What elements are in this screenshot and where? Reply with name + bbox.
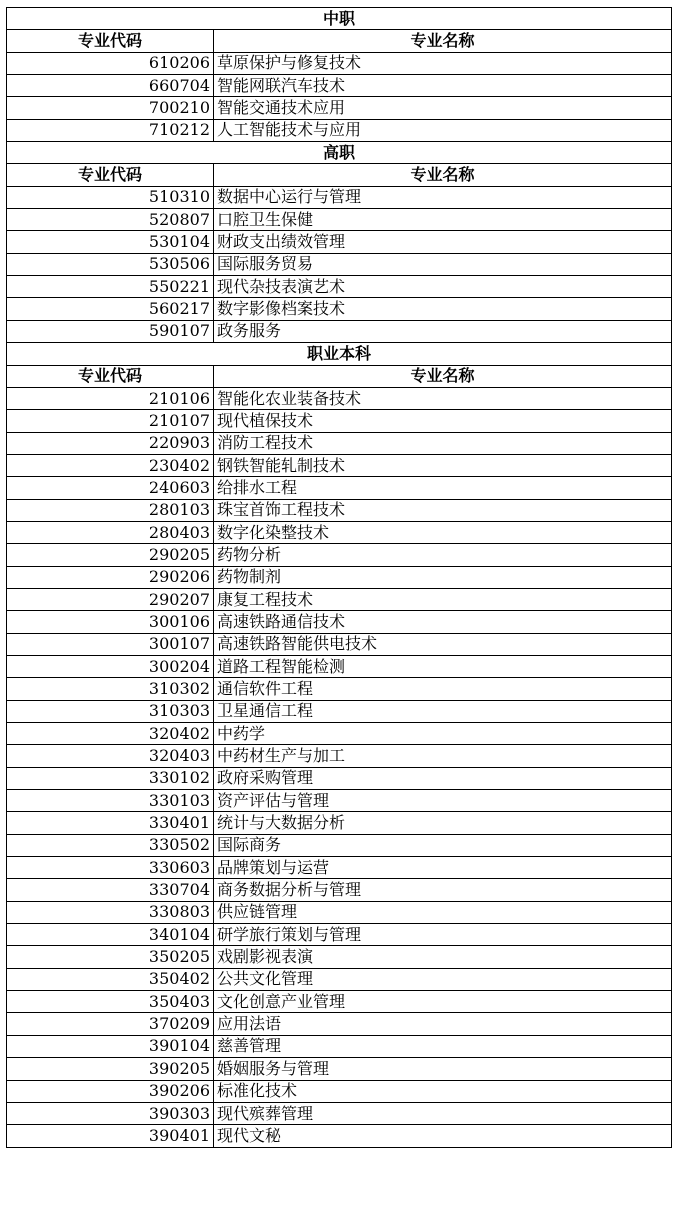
table-row bbox=[7, 75, 672, 97]
major-code-cell: 290207 bbox=[7, 588, 214, 610]
major-name-cell: 康复工程技术 bbox=[214, 588, 672, 610]
major-name-cell: 钢铁智能轧制技术 bbox=[214, 454, 672, 476]
major-code-cell: 330704 bbox=[7, 879, 214, 901]
major-code-cell: 390205 bbox=[7, 1058, 214, 1080]
major-name-cell: 品牌策划与运营 bbox=[214, 857, 672, 879]
table-row bbox=[7, 611, 672, 633]
major-name-cell: 慈善管理 bbox=[214, 1035, 672, 1057]
major-name-cell: 标准化技术 bbox=[214, 1080, 672, 1102]
major-code-cell: 700210 bbox=[7, 97, 214, 119]
major-name-cell: 商务数据分析与管理 bbox=[214, 879, 672, 901]
table-row bbox=[7, 767, 672, 789]
major-name-cell: 中药材生产与加工 bbox=[214, 745, 672, 767]
major-code-cell: 330502 bbox=[7, 834, 214, 856]
table-row bbox=[7, 700, 672, 722]
major-name-cell: 给排水工程 bbox=[214, 477, 672, 499]
major-name-cell: 药物制剂 bbox=[214, 566, 672, 588]
table-row bbox=[7, 857, 672, 879]
major-name-cell: 珠宝首饰工程技术 bbox=[214, 499, 672, 521]
table-row bbox=[7, 745, 672, 767]
table-row bbox=[7, 320, 672, 342]
header-major-code: 专业代码 bbox=[7, 164, 214, 186]
major-name-cell: 现代殡葬管理 bbox=[214, 1102, 672, 1124]
major-name-cell: 政府采购管理 bbox=[214, 767, 672, 789]
header-major-name: 专业名称 bbox=[214, 164, 672, 186]
table-row bbox=[7, 968, 672, 990]
major-code-cell: 300107 bbox=[7, 633, 214, 655]
major-code-cell: 330103 bbox=[7, 790, 214, 812]
table-row bbox=[7, 119, 672, 141]
table-row bbox=[7, 991, 672, 1013]
major-code-cell: 390303 bbox=[7, 1102, 214, 1124]
major-code-cell: 230402 bbox=[7, 454, 214, 476]
table-row bbox=[7, 1125, 672, 1147]
major-name-cell: 卫星通信工程 bbox=[214, 700, 672, 722]
major-name-cell: 供应链管理 bbox=[214, 901, 672, 923]
table-row bbox=[7, 1102, 672, 1124]
major-name-cell: 高速铁路通信技术 bbox=[214, 611, 672, 633]
major-name-cell: 应用法语 bbox=[214, 1013, 672, 1035]
major-code-cell: 330603 bbox=[7, 857, 214, 879]
header-major-name: 专业名称 bbox=[214, 30, 672, 52]
table-row bbox=[7, 901, 672, 923]
major-code-cell: 370209 bbox=[7, 1013, 214, 1035]
major-code-cell: 300204 bbox=[7, 655, 214, 677]
major-code-cell: 520807 bbox=[7, 209, 214, 231]
major-code-cell: 320403 bbox=[7, 745, 214, 767]
major-name-cell: 消防工程技术 bbox=[214, 432, 672, 454]
major-name-cell: 国际服务贸易 bbox=[214, 253, 672, 275]
major-name-cell: 数字化染整技术 bbox=[214, 521, 672, 543]
table-row bbox=[7, 588, 672, 610]
major-name-cell: 婚姻服务与管理 bbox=[214, 1058, 672, 1080]
major-code-cell: 220903 bbox=[7, 432, 214, 454]
column-header-row bbox=[7, 365, 672, 387]
table-row bbox=[7, 521, 672, 543]
major-code-cell: 390206 bbox=[7, 1080, 214, 1102]
major-code-cell: 530104 bbox=[7, 231, 214, 253]
table-row bbox=[7, 432, 672, 454]
major-code-cell: 340104 bbox=[7, 924, 214, 946]
table-row bbox=[7, 454, 672, 476]
major-code-cell: 210107 bbox=[7, 410, 214, 432]
major-code-cell: 710212 bbox=[7, 119, 214, 141]
table-row bbox=[7, 678, 672, 700]
major-code-cell: 560217 bbox=[7, 298, 214, 320]
major-name-cell: 智能交通技术应用 bbox=[214, 97, 672, 119]
major-name-cell: 政务服务 bbox=[214, 320, 672, 342]
table-row bbox=[7, 186, 672, 208]
majors-table-body bbox=[7, 8, 672, 1148]
section-title-row bbox=[7, 142, 672, 164]
major-code-cell: 330401 bbox=[7, 812, 214, 834]
column-header-row bbox=[7, 164, 672, 186]
table-row bbox=[7, 655, 672, 677]
major-code-cell: 350403 bbox=[7, 991, 214, 1013]
table-row bbox=[7, 231, 672, 253]
table-row bbox=[7, 276, 672, 298]
table-row bbox=[7, 253, 672, 275]
major-name-cell: 公共文化管理 bbox=[214, 968, 672, 990]
table-row bbox=[7, 566, 672, 588]
table-row bbox=[7, 97, 672, 119]
major-code-cell: 510310 bbox=[7, 186, 214, 208]
table-row bbox=[7, 477, 672, 499]
table-row bbox=[7, 544, 672, 566]
major-code-cell: 330102 bbox=[7, 767, 214, 789]
major-name-cell: 现代杂技表演艺术 bbox=[214, 276, 672, 298]
major-code-cell: 530506 bbox=[7, 253, 214, 275]
major-code-cell: 350402 bbox=[7, 968, 214, 990]
major-code-cell: 350205 bbox=[7, 946, 214, 968]
table-row bbox=[7, 209, 672, 231]
table-row bbox=[7, 924, 672, 946]
major-code-cell: 310302 bbox=[7, 678, 214, 700]
major-code-cell: 210106 bbox=[7, 387, 214, 409]
table-row bbox=[7, 387, 672, 409]
column-header-row bbox=[7, 30, 672, 52]
major-code-cell: 390401 bbox=[7, 1125, 214, 1147]
major-name-cell: 草原保护与修复技术 bbox=[214, 52, 672, 74]
major-code-cell: 290206 bbox=[7, 566, 214, 588]
major-name-cell: 智能化农业装备技术 bbox=[214, 387, 672, 409]
table-row bbox=[7, 1013, 672, 1035]
major-name-cell: 道路工程智能检测 bbox=[214, 655, 672, 677]
header-major-code: 专业代码 bbox=[7, 365, 214, 387]
table-row bbox=[7, 1035, 672, 1057]
table-row bbox=[7, 499, 672, 521]
table-row bbox=[7, 52, 672, 74]
major-name-cell: 高速铁路智能供电技术 bbox=[214, 633, 672, 655]
table-row bbox=[7, 879, 672, 901]
major-name-cell: 现代文秘 bbox=[214, 1125, 672, 1147]
major-name-cell: 中药学 bbox=[214, 723, 672, 745]
section-title-row bbox=[7, 8, 672, 30]
major-name-cell: 文化创意产业管理 bbox=[214, 991, 672, 1013]
table-row bbox=[7, 298, 672, 320]
major-name-cell: 统计与大数据分析 bbox=[214, 812, 672, 834]
major-name-cell: 数字影像档案技术 bbox=[214, 298, 672, 320]
table-row bbox=[7, 1080, 672, 1102]
major-code-cell: 300106 bbox=[7, 611, 214, 633]
table-row bbox=[7, 946, 672, 968]
major-name-cell: 药物分析 bbox=[214, 544, 672, 566]
major-name-cell: 研学旅行策划与管理 bbox=[214, 924, 672, 946]
major-code-cell: 280403 bbox=[7, 521, 214, 543]
major-code-cell: 280103 bbox=[7, 499, 214, 521]
section-title-row bbox=[7, 343, 672, 365]
major-name-cell: 口腔卫生保健 bbox=[214, 209, 672, 231]
major-code-cell: 240603 bbox=[7, 477, 214, 499]
major-code-cell: 590107 bbox=[7, 320, 214, 342]
table-row bbox=[7, 1058, 672, 1080]
table-row bbox=[7, 790, 672, 812]
section-title: 中职 bbox=[7, 8, 672, 30]
major-name-cell: 智能网联汽车技术 bbox=[214, 75, 672, 97]
major-name-cell: 现代植保技术 bbox=[214, 410, 672, 432]
major-code-cell: 290205 bbox=[7, 544, 214, 566]
major-name-cell: 通信软件工程 bbox=[214, 678, 672, 700]
table-row bbox=[7, 723, 672, 745]
major-name-cell: 财政支出绩效管理 bbox=[214, 231, 672, 253]
major-code-cell: 660704 bbox=[7, 75, 214, 97]
table-row bbox=[7, 834, 672, 856]
table-row bbox=[7, 410, 672, 432]
table-row bbox=[7, 633, 672, 655]
section-title: 高职 bbox=[7, 142, 672, 164]
major-code-cell: 320402 bbox=[7, 723, 214, 745]
major-code-cell: 550221 bbox=[7, 276, 214, 298]
majors-table bbox=[6, 7, 672, 1148]
major-name-cell: 数据中心运行与管理 bbox=[214, 186, 672, 208]
major-name-cell: 国际商务 bbox=[214, 834, 672, 856]
major-name-cell: 戏剧影视表演 bbox=[214, 946, 672, 968]
header-major-code: 专业代码 bbox=[7, 30, 214, 52]
section-title: 职业本科 bbox=[7, 343, 672, 365]
major-code-cell: 330803 bbox=[7, 901, 214, 923]
major-code-cell: 310303 bbox=[7, 700, 214, 722]
table-row bbox=[7, 812, 672, 834]
major-code-cell: 390104 bbox=[7, 1035, 214, 1057]
major-name-cell: 资产评估与管理 bbox=[214, 790, 672, 812]
major-code-cell: 610206 bbox=[7, 52, 214, 74]
major-name-cell: 人工智能技术与应用 bbox=[214, 119, 672, 141]
header-major-name: 专业名称 bbox=[214, 365, 672, 387]
